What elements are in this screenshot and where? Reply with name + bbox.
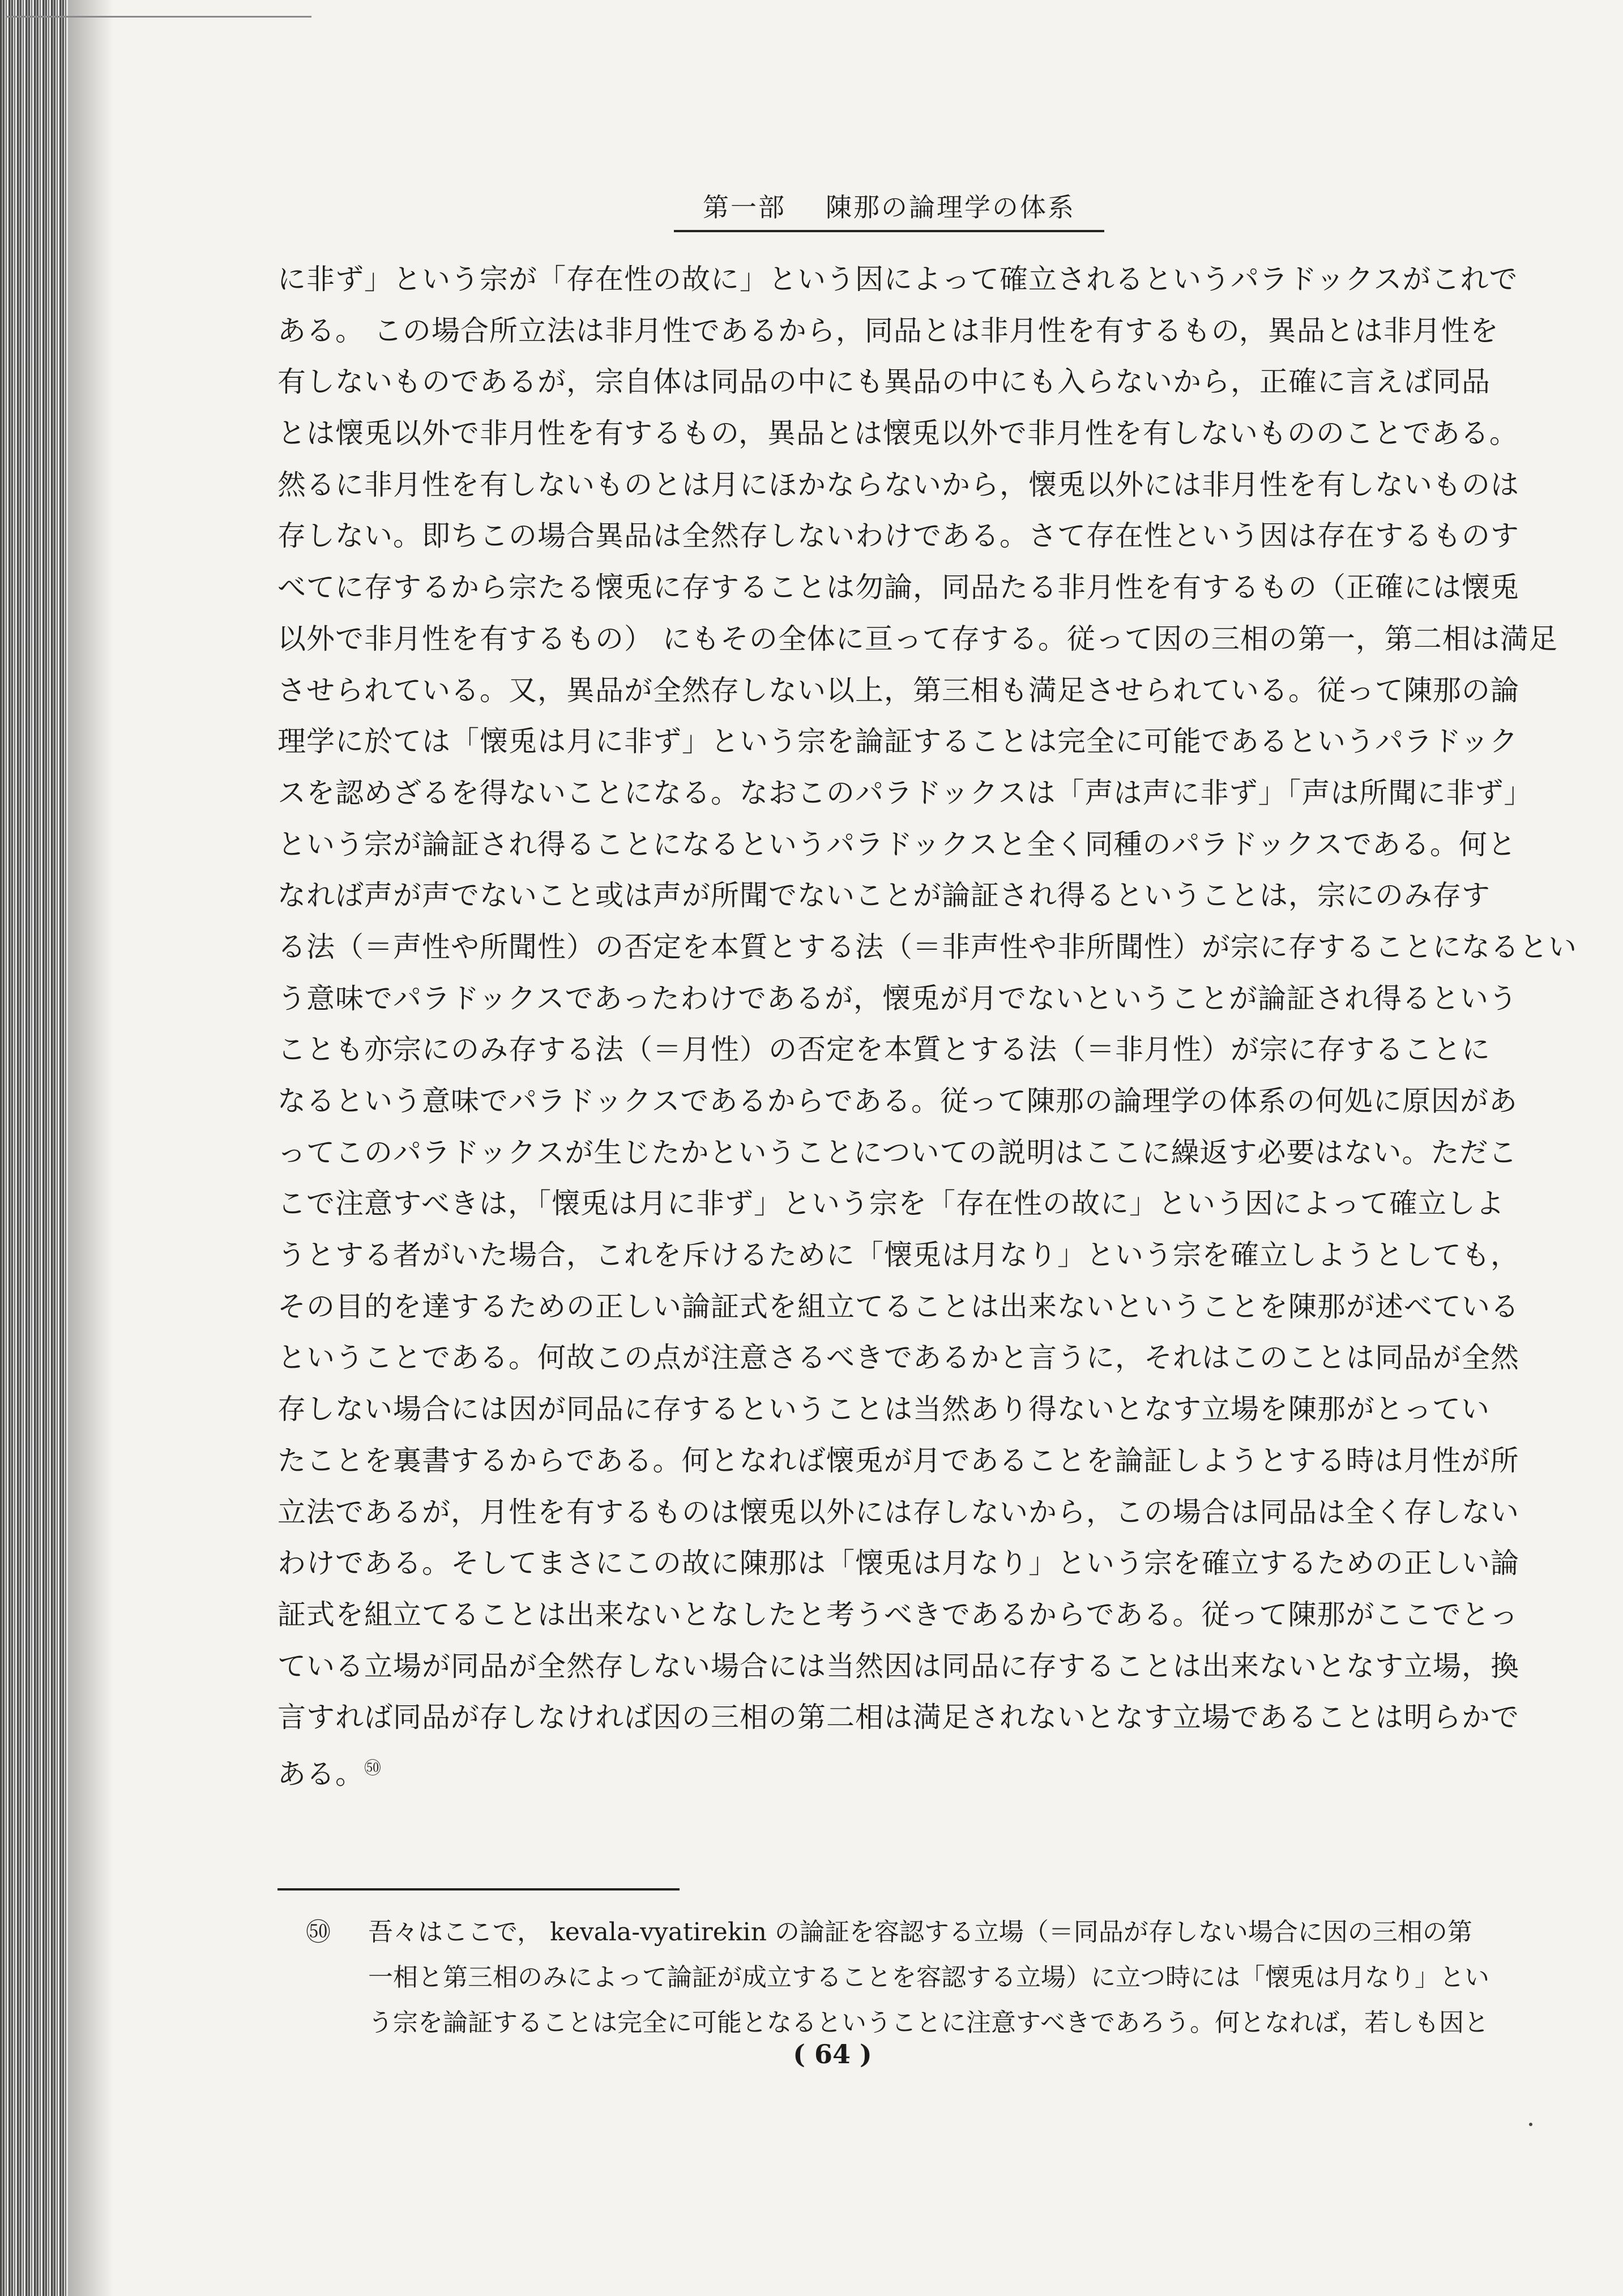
body-line: うとする者がいた場合，これを斥けるために「懐兎は月なり」という宗を確立しようとしても， <box>277 1239 1519 1272</box>
body-line: 言すれば同品が存しなければ因の三相の第二相は満足されないとなす立場であることは明らかで <box>277 1701 1519 1734</box>
body-line: わけである。そしてまさにこの故に陳那は「懐兎は月なり」という宗を確立するための正しい論 <box>277 1547 1519 1580</box>
body-line: その目的を達するための正しい論証式を組立てることは出来ないということを陳那が述べている <box>277 1290 1519 1323</box>
scan-speck <box>1529 2123 1532 2126</box>
body-line: スを認めざるを得ないことになる。なおこのパラドックスは「声は声に非ず」「声は所聞に非ず」 <box>277 776 1533 809</box>
body-line: ってこのパラドックスが生じたかということについての説明はここに繰返す必要はない。ただこ <box>277 1136 1518 1169</box>
body-line: 有しないものであるが，宗自体は同品の中にも異品の中にも入らないから，正確に言えば同品 <box>277 365 1490 399</box>
body-line-last <box>277 1743 1523 1795</box>
body-line: ある。 この場合所立法は非月性であるから，同品とは非月性を有するもの，異品とは非月性を <box>277 314 1499 347</box>
body-line: なるという意味でパラドックスであるからである。従って陳那の論理学の体系の何処に原因があ <box>277 1085 1518 1117</box>
footnote-rule <box>277 1888 680 1890</box>
body-line: たことを裏書するからである。何となれば懐兎が月であることを論証しようとする時は月性が所 <box>277 1444 1519 1477</box>
body-line: ている立場が同品が全然存しない場合には当然因は同品に存することは出来ないとなす立場，換 <box>277 1649 1519 1683</box>
body-line: う意味でパラドックスであったわけであるが，懐兎が月でないということが論証され得るという <box>277 981 1518 1015</box>
body-line: という宗が論証され得ることになるというパラドックスと全く同種のパラドックスである。何と <box>277 827 1517 861</box>
body-line: こで注意すべきは，「懐兎は月に非ず」という宗を「存在性の故に」という因によって確立しよ <box>277 1187 1505 1220</box>
body-line: 理学に於ては「懐兎は月に非ず」という宗を論証することは完全に可能であるというパラドック <box>277 725 1518 758</box>
body-text <box>277 254 1577 1795</box>
body-line: ことも亦宗にのみ存する法（＝月性）の否定を本質とする法（＝非月性）が宗に存することに <box>277 1033 1490 1066</box>
footnote <box>306 1910 1523 2046</box>
scan-top-rule <box>6 16 311 18</box>
header-title: 陳那の論理学の体系 <box>826 192 1075 223</box>
footnote-line: 一相と第三相のみによって論証が成立することを容認する立場）に立つ時には「懐兎は月なり」とい <box>368 1963 1489 1992</box>
body-line: させられている。又，異品が全然存しない以上，第三相も満足させられている。従って陳那の論 <box>277 673 1519 707</box>
body-line: 存しない。即ちこの場合異品は全然存しないわけである。さて存在性という因は存在するものす <box>277 519 1519 553</box>
body-line-final-text: ある。 <box>277 1757 364 1791</box>
footnote-line: う宗を論証することは完全に可能となるということに注意すべきであろう。何となれば，若しも因と <box>368 2008 1489 2037</box>
body-line: る法（＝声性や所聞性）の否定を本質とする法（＝非声性や非所聞性）が宗に存することになるとい <box>277 930 1577 963</box>
body-line: 証式を組立てることは出来ないとなしたと考うべきであるからである。従って陳那がここでとっ <box>277 1598 1519 1631</box>
footnote-reference-marker: ㊿ <box>364 1758 382 1778</box>
body-line: ということである。何故この点が注意さるべきであるかと言うに，それはこのことは同品が全然 <box>277 1341 1519 1375</box>
body-line: なれば声が声でないこと或は声が所聞でないことが論証され得るということは，宗にのみ存す <box>277 879 1490 912</box>
footnote-number: ㊿ <box>306 1918 331 1947</box>
body-line: 存しない場合には因が同品に存するということは当然あり得ないとなす立場を陳那がとってい <box>277 1393 1490 1426</box>
scan-binding-edge <box>0 0 68 2296</box>
page-number: ( 64 ) <box>793 2039 872 2069</box>
body-line: 然るに非月性を有しないものとは月にほかならないから，懐兎以外には非月性を有しないものは <box>277 468 1519 501</box>
body-line: 以外で非月性を有するもの） にもその全体に亘って存する。従って因の三相の第一，第二相は満足 <box>277 622 1558 655</box>
running-header <box>674 187 1104 232</box>
footnote-line <box>306 1910 1523 1955</box>
body-line: とは懐兎以外で非月性を有するもの，異品とは懐兎以外で非月性を有しないもののことである。 <box>277 417 1518 450</box>
header-part: 第一部 <box>703 192 786 223</box>
footnote-text: 吾々はここで， kevala-vyatirekin の論証を容認する立場（＝同品が存しない場合に因の三相の第 <box>368 1918 1472 1947</box>
body-line: 立法であるが，月性を有するものは懐兎以外には存しないから，この場合は同品は全く存しない <box>277 1495 1519 1529</box>
scan-shadow <box>68 0 113 2296</box>
body-line: べてに存するから宗たる懐兎に存することは勿論，同品たる非月性を有するもの（正確には懐兎 <box>277 571 1519 604</box>
body-line: に非ず」という宗が「存在性の故に」という因によって確立されるというパラドックスがこれで <box>277 263 1518 296</box>
